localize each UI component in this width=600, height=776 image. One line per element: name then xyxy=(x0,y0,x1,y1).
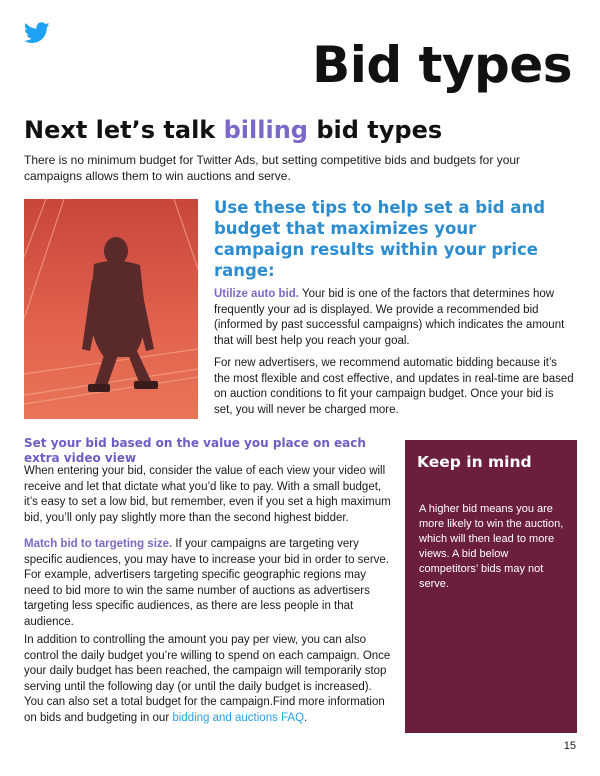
page-title: Bid types xyxy=(312,36,572,94)
subtitle-suffix: bid types xyxy=(307,116,443,144)
bid-value-heading: Set your bid based on the value you place on each extra video view xyxy=(24,436,366,465)
tips-heading: Use these tips to help set a bid and budget that maximizes your campaign results within your price range: xyxy=(214,198,546,280)
budget-end: . xyxy=(304,711,308,724)
auto-bid-text: Your bid is one of the factors that determines how frequently your ad is displayed. We provide a recommended bid (informed by past successful campaigns) which indicates the amount that will best help you reach your goal. xyxy=(214,288,565,347)
budget-paragraph xyxy=(24,633,394,726)
twitter-bird-icon xyxy=(24,22,50,44)
subtitle-prefix: Next let’s talk xyxy=(24,116,224,144)
targeting-text: If your campaigns are targeting very specific audiences, you may have to increase your bid in order to serve. For example, advertisers targeting specific geographic regions may need to bid more to win the same number of auctions as advertisers targeting less specific audiences, as there are less people in that audience. xyxy=(24,538,389,628)
auto-bid-lead: Utilize auto bid. xyxy=(214,288,299,300)
tips-paragraph-1 xyxy=(214,287,574,349)
intro-paragraph: There is no minimum budget for Twitter Ads, but setting competitive bids and budgets for your campaigns allows them to win auctions and serve. xyxy=(24,153,521,183)
subtitle-highlight: billing xyxy=(223,116,308,144)
bidding-faq-link[interactable]: bidding and auctions FAQ xyxy=(172,711,305,724)
tips-body xyxy=(214,287,574,425)
page-number: 15 xyxy=(563,740,576,752)
targeting-paragraph xyxy=(24,537,394,630)
targeting-lead: Match bid to targeting size. xyxy=(24,538,173,550)
keep-in-mind-title: Keep in mind xyxy=(417,453,532,471)
sprinter-photo xyxy=(24,199,198,419)
keep-in-mind-body: A higher bid means you are more likely to win the auction, which will then lead to more views. A bid below competitors’ bids may not serve. xyxy=(419,503,564,590)
tips-paragraph-2: For new advertisers, we recommend automatic bidding because it’s the most flexible and cost effective, and updates in real-time are based on auction conditions to fit your campaign budget. Once your bid is set, you will never be charged more. xyxy=(214,357,574,416)
budget-text: In addition to controlling the amount you pay per view, you can also control the daily budget you’re willing to spend on each campaign. Once your daily budget has been reached, the campaign will temporarily stop serving until the following day (or until the daily budget is increased). You can also set a total budget for the campaign.Find more information on bids and budgeting in our xyxy=(24,634,391,724)
keep-in-mind-box xyxy=(405,440,577,733)
bid-value-body: When entering your bid, consider the value of each view your video will receive and let that dictate what you’d like to pay. With a small budget, it’s easy to set a low bid, but remember, even if you set a high maximum bid, you’ll only pay slightly more than the second highest bidder. xyxy=(24,465,391,524)
section-subtitle xyxy=(24,117,442,143)
